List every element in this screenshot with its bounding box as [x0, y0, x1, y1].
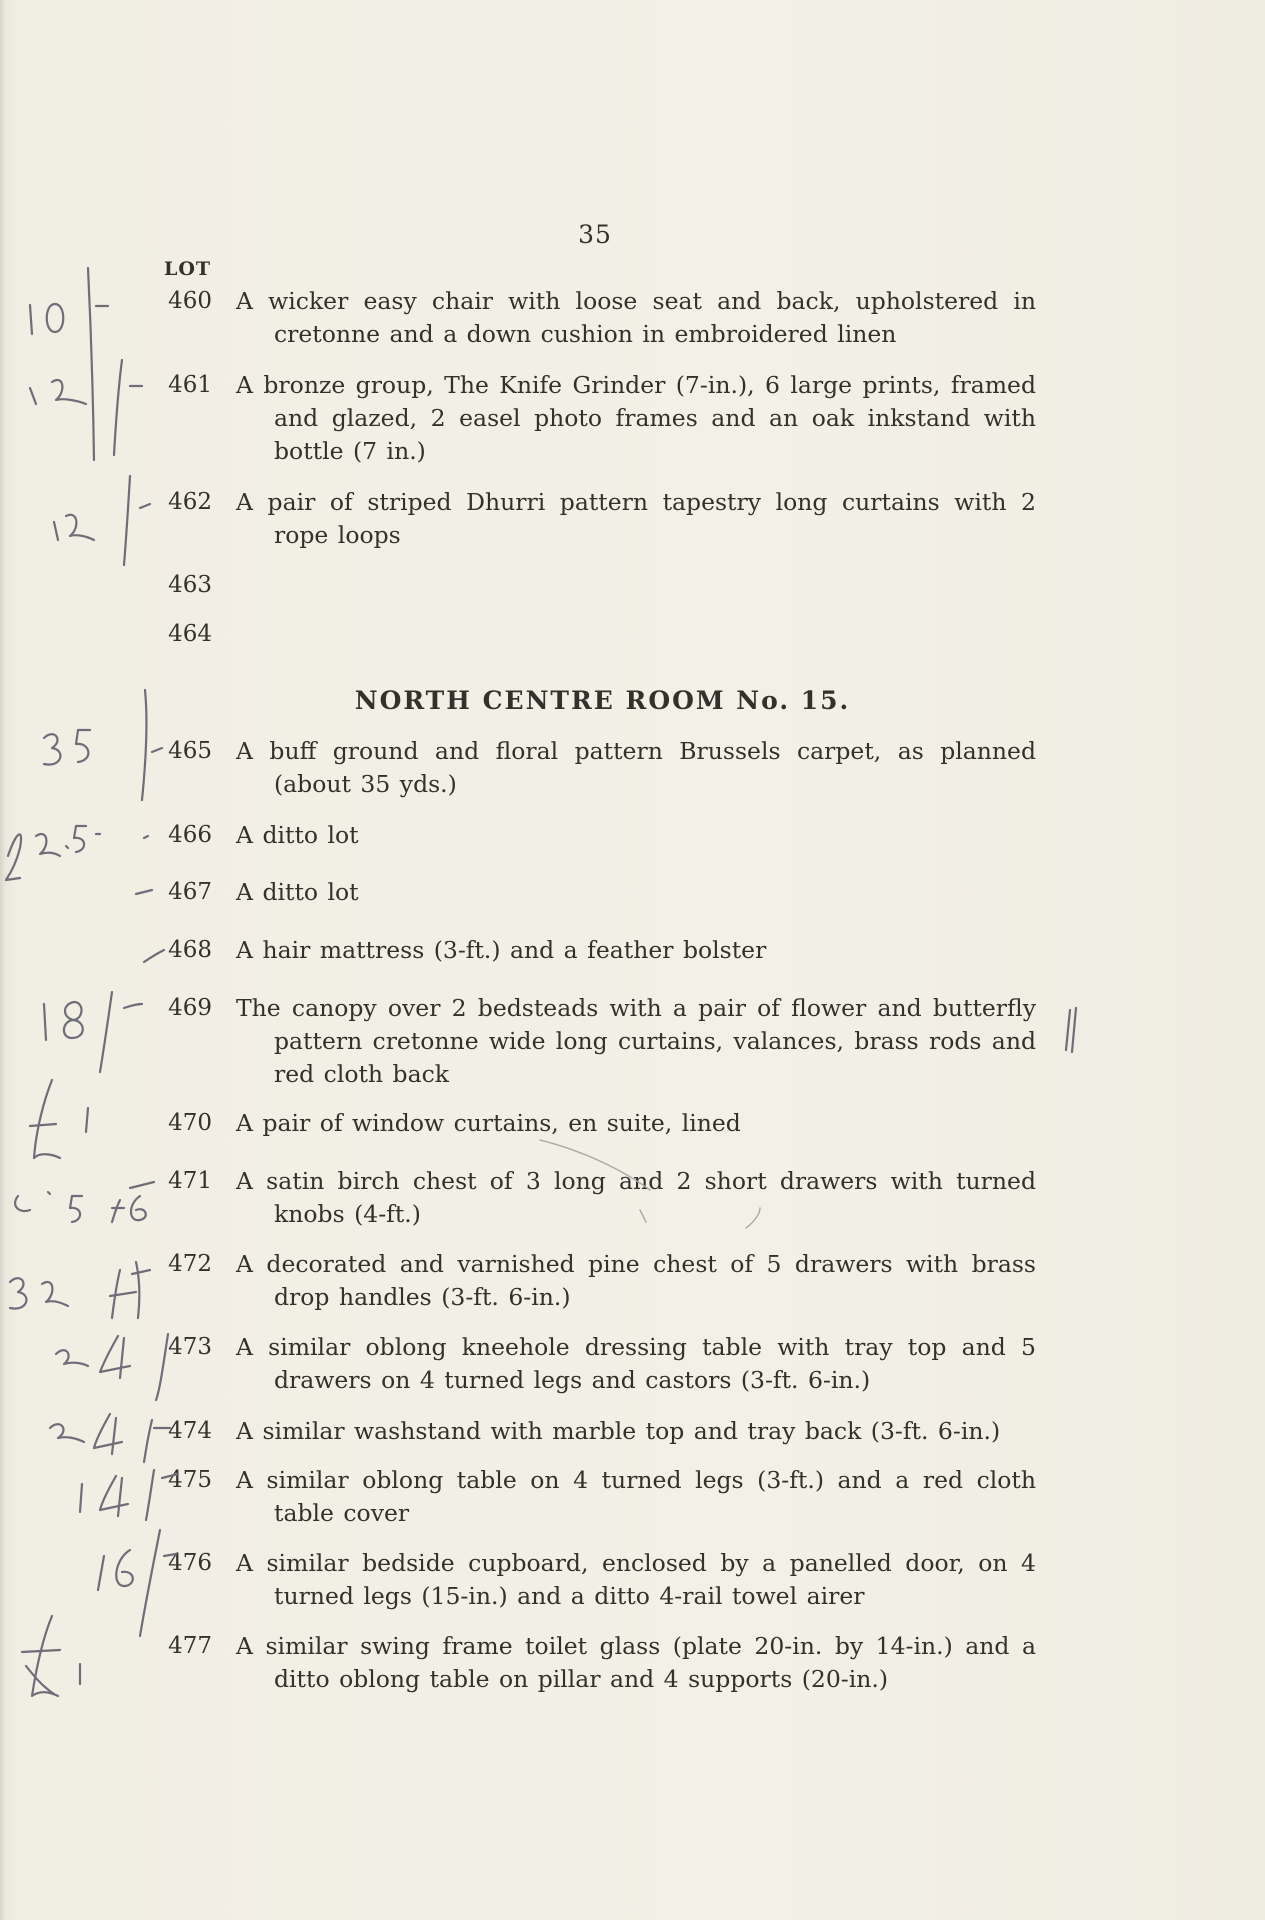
lot-number: 462 [168, 489, 212, 515]
lot-number: 461 [168, 372, 212, 398]
lot-description: A ditto lot [236, 821, 359, 849]
lot-number: 471 [168, 1168, 212, 1194]
lot-description: A pair of striped Dhurri pattern tapestry long curtains with 2 rope loops [236, 488, 1036, 549]
lot-number: 475 [168, 1467, 212, 1493]
lot-number: 469 [168, 995, 212, 1021]
lot-description: A similar oblong table on 4 turned legs (3-ft.) and a red cloth table cover [236, 1466, 1036, 1527]
page-number: 35 [578, 220, 612, 249]
lot-number: 463 [168, 572, 212, 598]
lot-number: 470 [168, 1110, 212, 1136]
lot-description: A similar washstand with marble top and tray back (3-ft. 6-in.) [236, 1417, 1001, 1445]
lot-number: 477 [168, 1633, 212, 1659]
lot-description: The canopy over 2 bedsteads with a pair of flower and butterfly pattern cretonne wide long curtains, valances, brass rods and red cloth back [236, 994, 1036, 1088]
lot-description: A wicker easy chair with loose seat and back, upholstered in cretonne and a down cushion in embroidered linen [236, 287, 1036, 348]
lot-number: 464 [168, 621, 212, 647]
lot-number: 472 [168, 1251, 212, 1277]
lot-description: A pair of window curtains, en suite, lined [236, 1109, 741, 1137]
lot-number: 474 [168, 1418, 212, 1444]
lot-number: 460 [168, 288, 212, 314]
lot-number: 466 [168, 822, 212, 848]
lot-number: 467 [168, 879, 212, 905]
lot-description: A similar bedside cupboard, enclosed by a panelled door, on 4 turned legs (15-in.) and a ditto 4-rail towel airer [236, 1549, 1036, 1610]
lot-description: A similar oblong kneehole dressing table with tray top and 5 drawers on 4 turned legs and castors (3-ft. 6-in.) [236, 1333, 1036, 1394]
section-heading: NORTH CENTRE ROOM No. 15. [354, 686, 851, 715]
lot-description: A bronze group, The Knife Grinder (7-in.), 6 large prints, framed and glazed, 2 easel photo frames and an oak inkstand with bottle (7 in.) [236, 371, 1036, 465]
lot-description: A buff ground and floral pattern Brussels carpet, as planned (about 35 yds.) [236, 737, 1036, 798]
lot-column-header: LOT [164, 258, 212, 280]
lot-number: 473 [168, 1334, 212, 1360]
lot-description: A ditto lot [236, 878, 359, 906]
lot-number: 468 [168, 937, 212, 963]
lot-number: 476 [168, 1550, 212, 1576]
lot-description: A satin birch chest of 3 long and 2 short drawers with turned knobs (4-ft.) [236, 1167, 1036, 1228]
lot-number: 465 [168, 738, 212, 764]
lot-description: A similar swing frame toilet glass (plate 20-in. by 14-in.) and a ditto oblong table on pillar and 4 supports (20-in.) [236, 1632, 1036, 1693]
lot-description: A decorated and varnished pine chest of 5 drawers with brass drop handles (3-ft. 6-in.) [236, 1250, 1036, 1311]
lot-description: A hair mattress (3-ft.) and a feather bolster [236, 936, 767, 964]
